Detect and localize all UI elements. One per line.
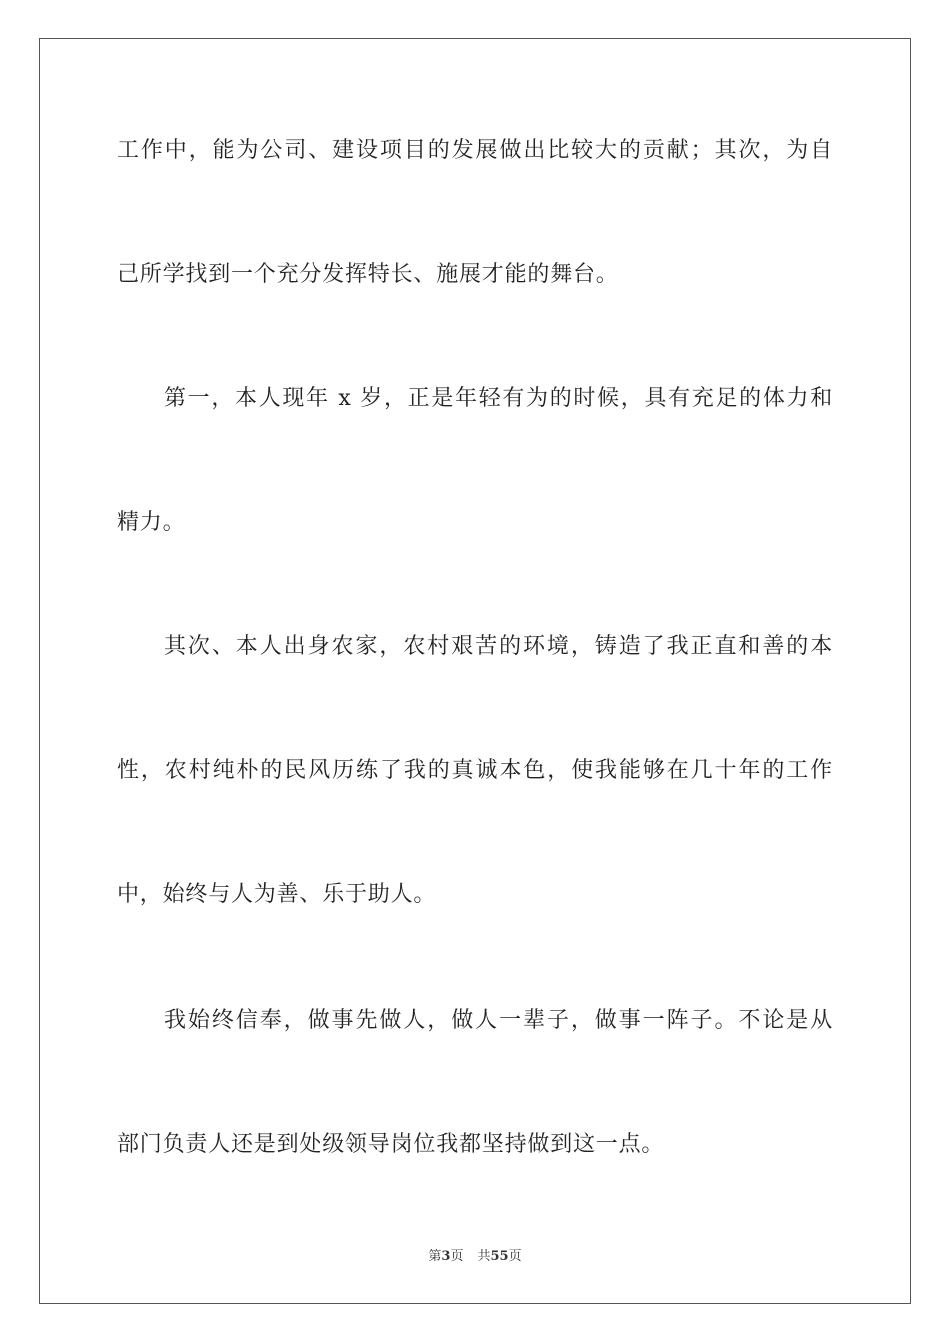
footer-page-number: 3 (441, 1249, 451, 1264)
body-line-6: 性，农村纯朴的民风历练了我的真诚本色，使我能够在几十年的工作 (117, 758, 833, 783)
body-line-3: 第一，本人现年 x 岁，正是年轻有为的时候，具有充足的体力和 (164, 386, 833, 411)
footer-total-suffix: 页 (508, 1249, 522, 1264)
footer-page-prefix: 第 (428, 1249, 442, 1264)
footer-page-suffix: 页 (450, 1249, 464, 1264)
body-line-7: 中，始终与人为善、乐于助人。 (117, 882, 437, 907)
body-line-2: 己所学找到一个充分发挥特长、施展才能的舞台。 (117, 262, 619, 287)
footer-total-pages: 55 (490, 1249, 509, 1264)
footer-total-prefix: 共 (477, 1249, 491, 1264)
body-line-1: 工作中，能为公司、建设项目的发展做出比较大的贡献；其次，为自 (117, 138, 833, 163)
body-line-8: 我始终信奉，做事先做人，做人一辈子，做事一阵子。不论是从 (164, 1008, 833, 1033)
page-footer (0, 1248, 950, 1266)
body-line-9: 部门负责人还是到处级领导岗位我都坚持做到这一点。 (117, 1132, 665, 1157)
page-frame (39, 38, 911, 1304)
body-line-5: 其次、本人出身农家，农村艰苦的环境，铸造了我正直和善的本 (164, 634, 833, 659)
body-line-4: 精力。 (117, 510, 186, 535)
